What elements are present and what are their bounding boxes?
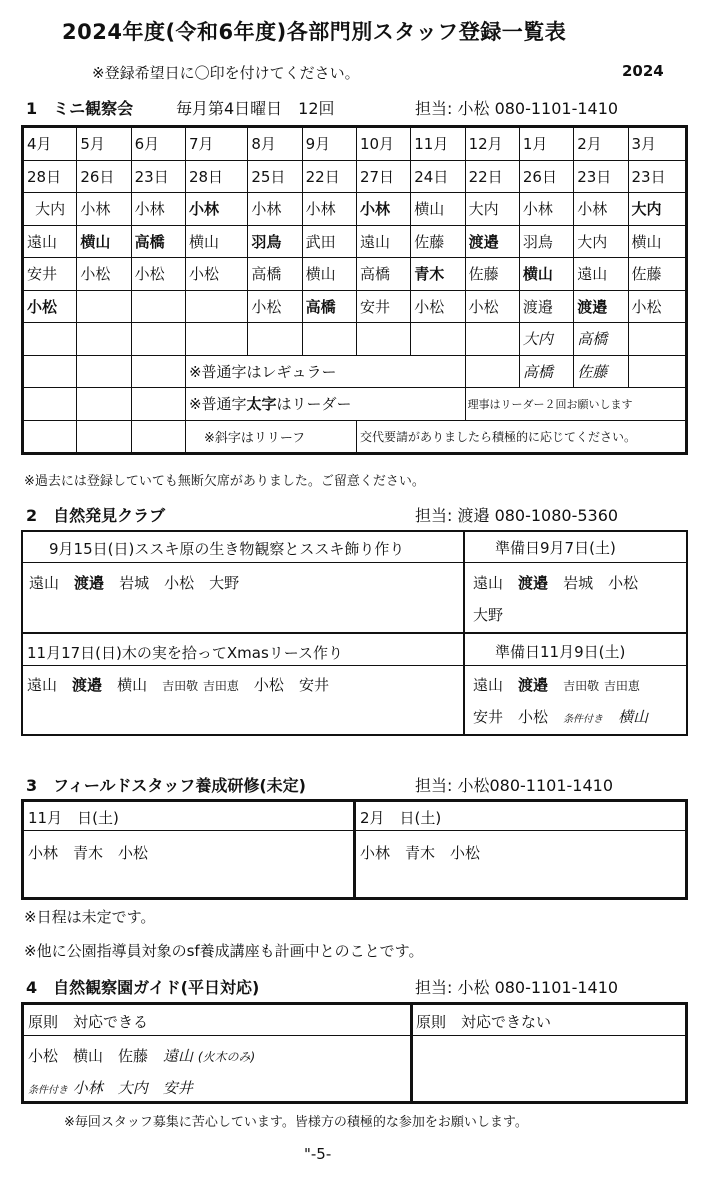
date-cell: 22日 (465, 160, 519, 193)
staff-cell: 大内 (23, 193, 77, 226)
staff-cell: 大内 (574, 225, 628, 258)
staff-cell-leader: 大内 (628, 193, 687, 226)
date-cell: 23日 (131, 160, 185, 193)
staff-cell-leader: 小林 (185, 193, 247, 226)
director-note: 理事はリーダー２回お願いします (465, 388, 686, 421)
month-cell: 10月 (356, 127, 410, 161)
staff-row (23, 258, 687, 291)
page-number: "-5- (304, 1145, 332, 1163)
staff-cell: 小松 (77, 258, 131, 291)
staff-cell-leader: 小林 (356, 193, 410, 226)
staff-cell-leader: 横山 (77, 225, 131, 258)
guide-unavailable-header: 原則 対応できない (416, 1013, 552, 1031)
event2-prep-staff-2: 安井 小松 条件付き 横山 (473, 708, 649, 726)
nature-club-box (21, 530, 688, 736)
section3-contact: 担当: 小松080-1101-1410 (415, 776, 614, 795)
staff-cell: 大内 (465, 193, 519, 226)
month-cell: 7月 (185, 127, 247, 161)
field-staff-training-box (21, 799, 688, 900)
staff-cell: 渡邉 (519, 290, 573, 323)
training-right-staff: 小林 青木 小松 (360, 844, 481, 862)
staff-cell-leader: 横山 (519, 258, 573, 291)
section1-contact: 担当: 小松 080-1101-1410 (415, 99, 619, 118)
staff-cell: 小松 (131, 258, 185, 291)
staff-cell-leader: 青木 (411, 258, 465, 291)
month-row (23, 127, 687, 161)
date-cell: 22日 (302, 160, 356, 193)
staff-cell: 小林 (302, 193, 356, 226)
staff-cell (77, 290, 131, 323)
staff-cell-leader: 高橋 (131, 225, 185, 258)
legend-leader: ※普通字太字はリーダー (185, 388, 465, 421)
staff-cell: 小松 (465, 290, 519, 323)
staff-cell: 遠山 (574, 258, 628, 291)
staff-cell: 小松 (185, 258, 247, 291)
month-cell: 12月 (465, 127, 519, 161)
staff-cell-leader: 高橋 (302, 290, 356, 323)
staff-cell: 横山 (302, 258, 356, 291)
section2-contact: 担当: 渡邉 080-1080-5360 (415, 506, 619, 525)
date-cell: 25日 (248, 160, 302, 193)
staff-cell-relief: 高橋 (574, 323, 628, 356)
staff-cell: 小林 (574, 193, 628, 226)
date-cell: 27日 (356, 160, 410, 193)
staff-cell: 安井 (23, 258, 77, 291)
section3-heading: 3 フィールドスタッフ養成研修(未定) (26, 776, 306, 795)
training-left-staff: 小林 青木 小松 (28, 844, 149, 862)
staff-cell: 小松 (248, 290, 302, 323)
month-cell: 3月 (628, 127, 687, 161)
staff-row (23, 290, 687, 323)
date-cell: 23日 (628, 160, 687, 193)
staff-cell: 佐藤 (411, 225, 465, 258)
subtitle: ※登録希望日に〇印を付けてください。 (92, 64, 360, 82)
staff-cell: 横山 (628, 225, 687, 258)
page-title: 2024年度(令和6年度)各部門別スタッフ登録一覧表 (62, 20, 567, 44)
training-left-date: 11月 日(土) (28, 809, 119, 827)
event1-prep-staff: 遠山 渡邉 岩城 小松 (473, 574, 639, 592)
guide-conditional-staff: 条件付き 小林 大内 安井 (28, 1079, 193, 1097)
staff-cell: 横山 (411, 193, 465, 226)
month-cell: 8月 (248, 127, 302, 161)
staff-cell: 高橋 (356, 258, 410, 291)
mini-observation-table (21, 125, 688, 455)
swap-note: 交代要請がありましたら積極的に応じてください。 (356, 420, 686, 454)
date-cell: 26日 (519, 160, 573, 193)
month-cell: 6月 (131, 127, 185, 161)
staff-cell (131, 290, 185, 323)
staff-cell: 小林 (77, 193, 131, 226)
month-cell: 1月 (519, 127, 573, 161)
staff-cell-leader: 渡邉 (574, 290, 628, 323)
staff-cell: 横山 (185, 225, 247, 258)
staff-cell-relief: 佐藤 (574, 355, 628, 388)
staff-cell: 佐藤 (628, 258, 687, 291)
section4-footer: ※毎回スタッフ募集に苦心しています。皆様方の積極的な参加をお願いします。 (64, 1115, 528, 1130)
legend-regular: ※普通字はレギュラー (185, 355, 465, 388)
staff-cell: 小松 (628, 290, 687, 323)
event1-prep-date: 準備日9月7日(土) (495, 539, 616, 557)
section1-footnote: ※過去には登録していても無断欠席がありました。ご留意ください。 (24, 474, 425, 489)
year-label: 2024 (622, 62, 664, 80)
staff-cell-relief: 高橋 (519, 355, 573, 388)
staff-cell: 小林 (248, 193, 302, 226)
legend-row (23, 388, 687, 421)
staff-cell: 小林 (519, 193, 573, 226)
date-cell: 28日 (23, 160, 77, 193)
section4-heading: 4 自然観察園ガイド(平日対応) (26, 978, 260, 997)
month-cell: 2月 (574, 127, 628, 161)
section1-schedule: 毎月第4日曜日 12回 (176, 99, 335, 118)
training-right-date: 2月 日(土) (360, 809, 442, 827)
section3-note1: ※日程は未定です。 (24, 908, 156, 926)
staff-cell: 遠山 (356, 225, 410, 258)
staff-cell-leader: 羽鳥 (248, 225, 302, 258)
event1-staff: 遠山 渡邉 岩城 小松 大野 (29, 574, 240, 592)
month-cell: 9月 (302, 127, 356, 161)
date-cell: 26日 (77, 160, 131, 193)
staff-row (23, 193, 687, 226)
month-cell: 11月 (411, 127, 465, 161)
staff-cell: 安井 (356, 290, 410, 323)
event1-prep-staff-2: 大野 (473, 606, 504, 624)
month-cell: 5月 (77, 127, 131, 161)
date-cell: 23日 (574, 160, 628, 193)
event2-prep-date: 準備日11月9日(土) (495, 643, 626, 661)
event1-title: 9月15日(日)ススキ原の生き物観察とススキ飾り作り (49, 540, 405, 558)
staff-cell: 佐藤 (465, 258, 519, 291)
date-cell: 28日 (185, 160, 247, 193)
event2-prep-staff: 遠山 渡邉 吉田敬 吉田恵 (473, 676, 640, 694)
legend-row (23, 420, 687, 454)
nature-garden-guide-box (21, 1002, 688, 1104)
staff-row (23, 225, 687, 258)
staff-cell: 小松 (411, 290, 465, 323)
month-cell: 4月 (23, 127, 77, 161)
legend-relief: ※斜字はリリーフ (185, 420, 356, 454)
staff-cell: 羽鳥 (519, 225, 573, 258)
legend-row (23, 355, 687, 388)
section4-contact: 担当: 小松 080-1101-1410 (415, 978, 619, 997)
event2-title: 11月17日(日)木の実を拾ってXmasリース作り (27, 644, 344, 662)
guide-available-header: 原則 対応できる (28, 1013, 149, 1031)
guide-available-staff: 小松 横山 佐藤 遠山 (火木のみ) (28, 1047, 256, 1065)
section3-note2: ※他に公園指導員対象のsf養成講座も計画中とのことです。 (24, 942, 424, 960)
staff-cell-leader: 渡邉 (465, 225, 519, 258)
staff-cell-leader: 小松 (23, 290, 77, 323)
staff-cell: 小林 (131, 193, 185, 226)
section2-heading: 2 自然発見クラブ (26, 506, 166, 525)
staff-cell: 武田 (302, 225, 356, 258)
date-row (23, 160, 687, 193)
staff-cell (185, 290, 247, 323)
event2-staff: 遠山 渡邉 横山 吉田敬 吉田恵 小松 安井 (27, 676, 329, 694)
date-cell: 24日 (411, 160, 465, 193)
section1-heading: 1 ミニ観察会 (26, 99, 134, 118)
staff-cell: 高橋 (248, 258, 302, 291)
staff-cell-relief: 大内 (519, 323, 573, 356)
staff-cell: 遠山 (23, 225, 77, 258)
relief-row (23, 323, 687, 356)
